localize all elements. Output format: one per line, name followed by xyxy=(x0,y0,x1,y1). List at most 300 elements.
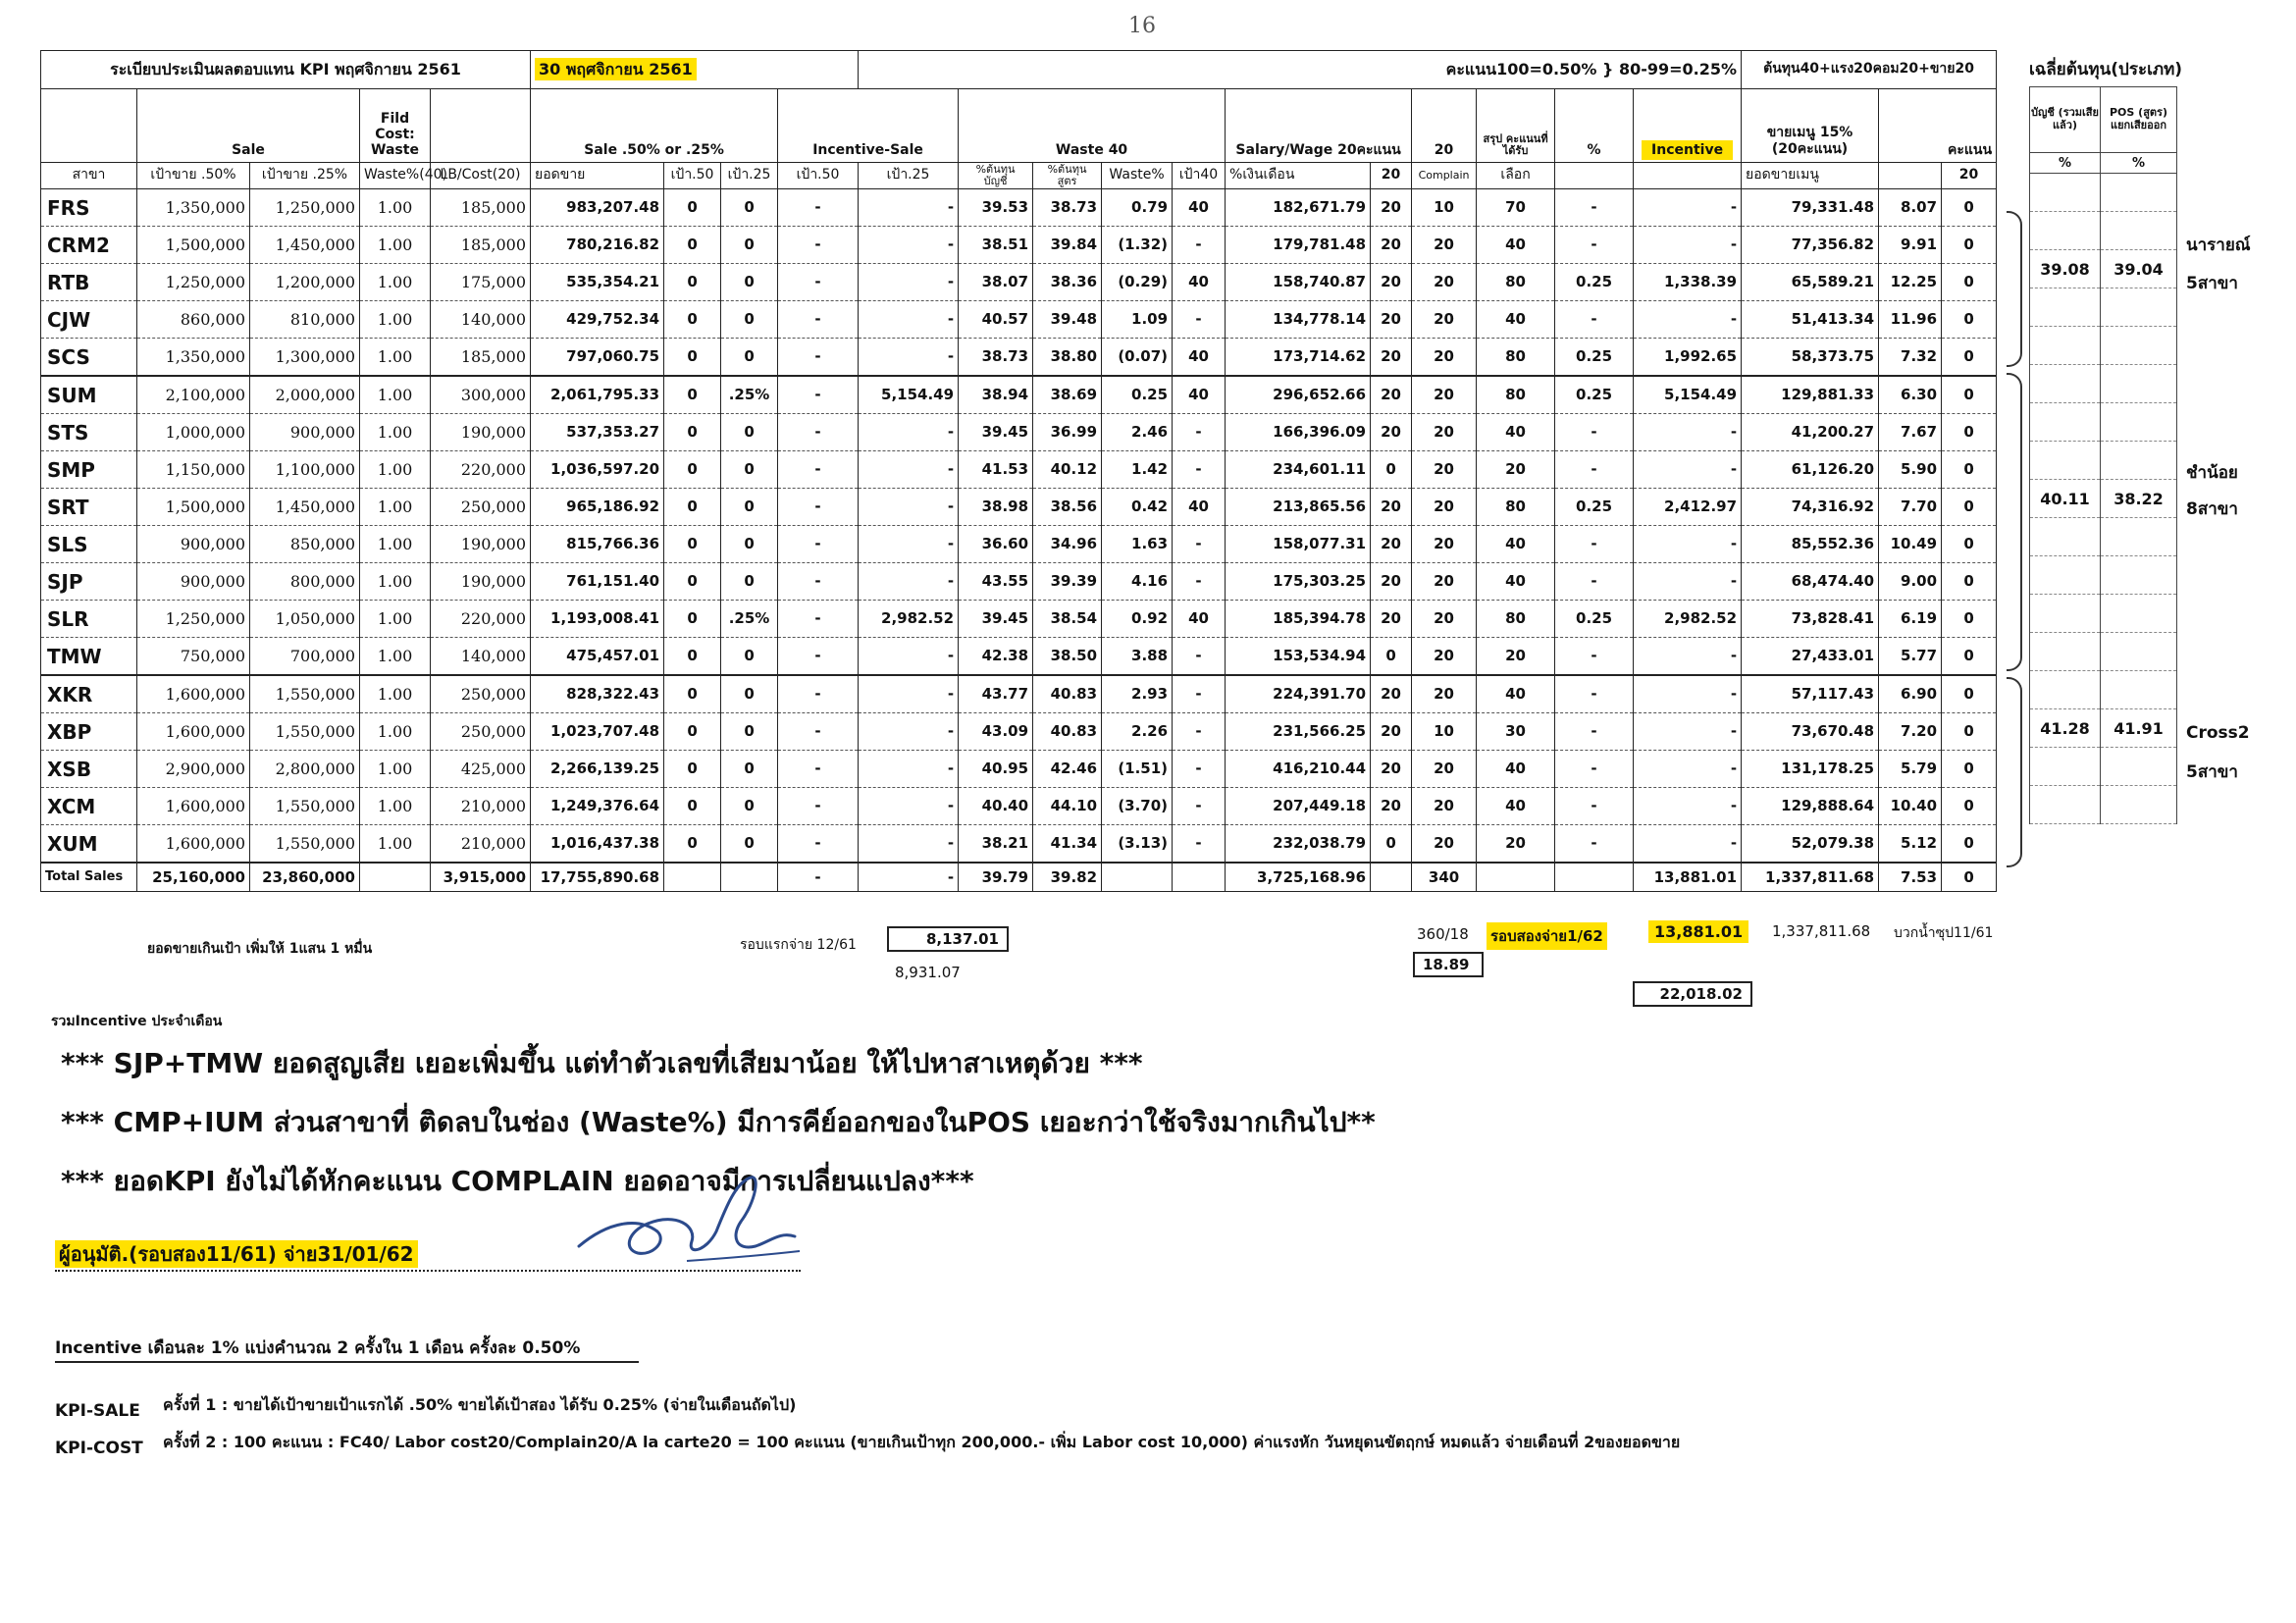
cell-b: STS xyxy=(41,414,137,451)
cell-lb: 140,000 xyxy=(431,301,531,339)
cell-mpct: 5.90 xyxy=(1879,451,1942,489)
cell-b: SJP xyxy=(41,563,137,601)
cell-menu: 52,079.38 xyxy=(1742,825,1879,864)
cell-pct: 0.25 xyxy=(1555,601,1634,638)
cell-i25: - xyxy=(859,264,959,301)
cell-t50: 1,250,000 xyxy=(137,601,250,638)
cell-b: XSB xyxy=(41,751,137,788)
cell-p25: 0 xyxy=(721,189,778,227)
cell-t50: 900,000 xyxy=(137,563,250,601)
cell-mpct: 9.00 xyxy=(1879,563,1942,601)
cell-t25: 1,550,000 xyxy=(250,713,360,751)
table-row xyxy=(41,751,1997,788)
cell-acc: 39.45 xyxy=(959,601,1033,638)
cell-pct: - xyxy=(1555,638,1634,676)
cell-p25: 0 xyxy=(721,788,778,825)
sub-waste-pct: Waste% xyxy=(1102,163,1173,189)
page-number: 16 xyxy=(1128,14,1156,38)
cell-lb: 250,000 xyxy=(431,489,531,526)
cell-s20: 20 xyxy=(1371,339,1412,377)
cell-b: SRT xyxy=(41,489,137,526)
cell-i25: - xyxy=(859,451,959,489)
cell-sales: 475,457.01 xyxy=(531,638,664,676)
cell-t50: 1,600,000 xyxy=(137,675,250,713)
cell-tot: 20 xyxy=(1477,825,1555,864)
cell-sales: 780,216.82 xyxy=(531,227,664,264)
cell-t25: 900,000 xyxy=(250,414,360,451)
cell-s20: 20 xyxy=(1371,526,1412,563)
cell-mpct: 7.20 xyxy=(1879,713,1942,751)
cell-acc: 40.57 xyxy=(959,301,1033,339)
cell-acc: 36.60 xyxy=(959,526,1033,563)
cell-b: FRS xyxy=(41,189,137,227)
sub-target-25: เป้าขาย .25% xyxy=(250,163,360,189)
cell-comp: 20 xyxy=(1412,489,1477,526)
side-pos-1: 38.22 xyxy=(2101,480,2177,518)
cell-w: 1.00 xyxy=(360,264,431,301)
cell-t25: 1,450,000 xyxy=(250,227,360,264)
total-i50: - xyxy=(778,863,859,892)
cell-t50: 1,600,000 xyxy=(137,713,250,751)
sub-target-50: เป้าขาย .50% xyxy=(137,163,250,189)
cell-w40: 40 xyxy=(1173,189,1226,227)
cell-comp: 20 xyxy=(1412,638,1477,676)
cell-wp: 1.09 xyxy=(1102,301,1173,339)
cell-mpct: 6.19 xyxy=(1879,601,1942,638)
cell-t25: 2,000,000 xyxy=(250,376,360,414)
cell-t25: 1,100,000 xyxy=(250,451,360,489)
cell-i50: - xyxy=(778,751,859,788)
cell-w: 1.00 xyxy=(360,638,431,676)
cell-s20: 20 xyxy=(1371,489,1412,526)
col-fild-cost: Fild Cost: Waste xyxy=(360,89,431,163)
cell-mpct: 7.67 xyxy=(1879,414,1942,451)
table-row xyxy=(41,825,1997,864)
cell-menu: 58,373.75 xyxy=(1742,339,1879,377)
sub-complain: Complain xyxy=(1412,163,1477,189)
cell-menu: 61,126.20 xyxy=(1742,451,1879,489)
col-sale: Sale xyxy=(137,89,360,163)
group-count-2: 8สาขา xyxy=(2186,499,2238,519)
sub-w40: เป้า40 xyxy=(1173,163,1226,189)
cell-lb: 250,000 xyxy=(431,675,531,713)
cell-p50: 0 xyxy=(664,675,721,713)
note-3: *** ยอดKPI ยังไม่ได้หักคะแนน COMPLAIN ยอดอาจมีการเปลี่ยนแปลง*** xyxy=(61,1165,974,1197)
cell-lb: 425,000 xyxy=(431,751,531,788)
table-row xyxy=(41,526,1997,563)
cell-p25: 0 xyxy=(721,301,778,339)
cell-acc: 38.94 xyxy=(959,376,1033,414)
cell-t50: 1,250,000 xyxy=(137,264,250,301)
group-count-3: 5สาขา xyxy=(2186,762,2238,782)
cell-i25: - xyxy=(859,339,959,377)
cell-form: 34.96 xyxy=(1033,526,1102,563)
cell-pct: - xyxy=(1555,675,1634,713)
cell-w40: - xyxy=(1173,713,1226,751)
cell-w: 1.00 xyxy=(360,376,431,414)
cell-t25: 700,000 xyxy=(250,638,360,676)
cell-form: 40.83 xyxy=(1033,713,1102,751)
col-salary: Salary/Wage 20คะแนน xyxy=(1226,89,1412,163)
cell-acc: 43.09 xyxy=(959,713,1033,751)
cell-acc: 42.38 xyxy=(959,638,1033,676)
group-name-2: ชำน้อย xyxy=(2186,463,2238,483)
note-2: *** CMP+IUM ส่วนสาขาที่ ติดลบในช่อง (Waste%) มีการคีย์ออกของในPOS เยอะกว่าใช้จริงมากเกินไป** xyxy=(61,1106,1376,1138)
cell-w40: - xyxy=(1173,301,1226,339)
cell-acc: 40.40 xyxy=(959,788,1033,825)
cell-form: 41.34 xyxy=(1033,825,1102,864)
cell-sal: 416,210.44 xyxy=(1226,751,1371,788)
cell-p50: 0 xyxy=(664,451,721,489)
cell-i50: - xyxy=(778,414,859,451)
cell-inc: - xyxy=(1634,825,1742,864)
kpi-cost-label: KPI-COST xyxy=(55,1439,143,1458)
cell-tot: 20 xyxy=(1477,451,1555,489)
cell-s20: 20 xyxy=(1371,227,1412,264)
cell-b: XKR xyxy=(41,675,137,713)
cell-menu: 27,433.01 xyxy=(1742,638,1879,676)
cell-w40: - xyxy=(1173,227,1226,264)
col-incentive-sale: Incentive-Sale xyxy=(778,89,959,163)
cell-tot: 80 xyxy=(1477,339,1555,377)
cell-i25: - xyxy=(859,227,959,264)
cell-acc: 41.53 xyxy=(959,451,1033,489)
cell-form: 39.48 xyxy=(1033,301,1102,339)
cell-sales: 1,016,437.38 xyxy=(531,825,664,864)
cell-w: 1.00 xyxy=(360,451,431,489)
cell-comp: 20 xyxy=(1412,227,1477,264)
cell-wp: (3.70) xyxy=(1102,788,1173,825)
cell-menu: 68,474.40 xyxy=(1742,563,1879,601)
cell-t25: 1,050,000 xyxy=(250,601,360,638)
cell-b: RTB xyxy=(41,264,137,301)
cell-s20: 20 xyxy=(1371,189,1412,227)
cell-lb: 220,000 xyxy=(431,451,531,489)
col-total-score: สรุป คะแนนที่ ได้รับ xyxy=(1477,89,1555,163)
col-20: 20 xyxy=(1412,89,1477,163)
total-i25: - xyxy=(859,863,959,892)
cell-msc: 0 xyxy=(1942,339,1997,377)
cell-i25: - xyxy=(859,489,959,526)
cell-tot: 40 xyxy=(1477,227,1555,264)
cell-i25: - xyxy=(859,713,959,751)
cell-sal: 213,865.56 xyxy=(1226,489,1371,526)
total-acc: 39.79 xyxy=(959,863,1033,892)
kpi-sale-label: KPI-SALE xyxy=(55,1401,140,1421)
cell-sales: 828,322.43 xyxy=(531,675,664,713)
cell-comp: 10 xyxy=(1412,713,1477,751)
cell-t25: 1,550,000 xyxy=(250,825,360,864)
sub-acc-cost: %ต้นทุน บัญชี xyxy=(959,163,1033,189)
cell-tot: 40 xyxy=(1477,751,1555,788)
cell-wp: (3.13) xyxy=(1102,825,1173,864)
cell-w40: 40 xyxy=(1173,601,1226,638)
cell-acc: 39.45 xyxy=(959,414,1033,451)
cell-lb: 250,000 xyxy=(431,713,531,751)
cell-form: 40.12 xyxy=(1033,451,1102,489)
cell-t25: 1,200,000 xyxy=(250,264,360,301)
cell-tot: 40 xyxy=(1477,563,1555,601)
cell-w: 1.00 xyxy=(360,339,431,377)
cell-b: SLR xyxy=(41,601,137,638)
cell-sal: 158,077.31 xyxy=(1226,526,1371,563)
cell-i25: 5,154.49 xyxy=(859,376,959,414)
cell-tot: 80 xyxy=(1477,489,1555,526)
cell-w: 1.00 xyxy=(360,489,431,526)
cell-sales: 429,752.34 xyxy=(531,301,664,339)
col-sale-pct: Sale .50% or .25% xyxy=(531,89,778,163)
cell-i50: - xyxy=(778,788,859,825)
cell-b: CRM2 xyxy=(41,227,137,264)
table-row xyxy=(41,601,1997,638)
cell-inc: - xyxy=(1634,638,1742,676)
cell-msc: 0 xyxy=(1942,751,1997,788)
kpi-sale-text: ครั้งที่ 1 : ขายได้เป้าขายเป้าแรกได้ .50% ขายได้เป้าสอง ได้รับ 0.25% (จ่ายในเดือนถัดไป) xyxy=(163,1395,797,1414)
cell-tot: 80 xyxy=(1477,264,1555,301)
cell-menu: 79,331.48 xyxy=(1742,189,1879,227)
cell-sal: 173,714.62 xyxy=(1226,339,1371,377)
cell-i25: - xyxy=(859,189,959,227)
cell-sal: 296,652.66 xyxy=(1226,376,1371,414)
cell-tot: 40 xyxy=(1477,675,1555,713)
over-target-note: ยอดขายเกินเป้า เพิ่มให้ 1แสน 1 หมื่น xyxy=(147,941,373,957)
cell-lb: 190,000 xyxy=(431,563,531,601)
cell-t50: 2,100,000 xyxy=(137,376,250,414)
cell-sal: 153,534.94 xyxy=(1226,638,1371,676)
cell-w: 1.00 xyxy=(360,189,431,227)
cell-w: 1.00 xyxy=(360,227,431,264)
cell-acc: 43.55 xyxy=(959,563,1033,601)
total-formula: 39.82 xyxy=(1033,863,1102,892)
menu-label: บวกน้ำซุป11/61 xyxy=(1894,925,1994,941)
cell-w40: - xyxy=(1173,825,1226,864)
cell-pct: 0.25 xyxy=(1555,264,1634,301)
cell-mpct: 9.91 xyxy=(1879,227,1942,264)
cell-p25: .25% xyxy=(721,601,778,638)
cell-acc: 39.53 xyxy=(959,189,1033,227)
cell-lb: 185,000 xyxy=(431,339,531,377)
cell-t50: 1,500,000 xyxy=(137,489,250,526)
cell-p50: 0 xyxy=(664,638,721,676)
table-row xyxy=(41,339,1997,377)
cell-menu: 57,117.43 xyxy=(1742,675,1879,713)
sub-i50: เป้า.50 xyxy=(778,163,859,189)
table-row xyxy=(41,264,1997,301)
table-row xyxy=(41,376,1997,414)
total-sales: 17,755,890.68 xyxy=(531,863,664,892)
cell-s20: 20 xyxy=(1371,713,1412,751)
group-brace-3 xyxy=(2007,677,2022,867)
cell-w40: - xyxy=(1173,675,1226,713)
cell-p50: 0 xyxy=(664,376,721,414)
cell-t25: 850,000 xyxy=(250,526,360,563)
cell-comp: 10 xyxy=(1412,189,1477,227)
cell-s20: 20 xyxy=(1371,675,1412,713)
first-round-value: 8,137.01 xyxy=(887,926,1009,952)
sub-branch: สาขา xyxy=(41,163,137,189)
cell-t25: 1,300,000 xyxy=(250,339,360,377)
menu-total: 1,337,811.68 xyxy=(1772,922,1871,940)
cell-w40: - xyxy=(1173,638,1226,676)
cell-s20: 0 xyxy=(1371,825,1412,864)
cell-i50: - xyxy=(778,227,859,264)
cell-pct: - xyxy=(1555,301,1634,339)
cell-mpct: 8.07 xyxy=(1879,189,1942,227)
cell-tot: 80 xyxy=(1477,601,1555,638)
col-pct: % xyxy=(1555,89,1634,163)
cell-mpct: 5.77 xyxy=(1879,638,1942,676)
cell-i25: - xyxy=(859,675,959,713)
cell-sal: 224,391.70 xyxy=(1226,675,1371,713)
total-lb: 3,915,000 xyxy=(431,863,531,892)
first-round-sub: 8,931.07 xyxy=(895,964,961,981)
cell-p50: 0 xyxy=(664,339,721,377)
cell-acc: 38.07 xyxy=(959,264,1033,301)
cell-i50: - xyxy=(778,563,859,601)
cell-form: 44.10 xyxy=(1033,788,1102,825)
cell-msc: 0 xyxy=(1942,189,1997,227)
cell-form: 38.80 xyxy=(1033,339,1102,377)
cell-p50: 0 xyxy=(664,825,721,864)
cell-msc: 0 xyxy=(1942,601,1997,638)
total-label: Total Sales xyxy=(41,863,137,892)
cell-form: 38.50 xyxy=(1033,638,1102,676)
cell-wp: 0.25 xyxy=(1102,376,1173,414)
cell-msc: 0 xyxy=(1942,264,1997,301)
table-row xyxy=(41,227,1997,264)
cell-i25: - xyxy=(859,638,959,676)
sub-m20: 20 xyxy=(1942,163,1997,189)
cell-i25: - xyxy=(859,825,959,864)
cell-acc: 38.21 xyxy=(959,825,1033,864)
cell-lb: 210,000 xyxy=(431,788,531,825)
group-brace-2 xyxy=(2007,373,2022,671)
group-name-1: นารายณ์ xyxy=(2186,236,2251,255)
cell-sal: 232,038.79 xyxy=(1226,825,1371,864)
cell-p50: 0 xyxy=(664,751,721,788)
cell-acc: 40.95 xyxy=(959,751,1033,788)
cell-inc: - xyxy=(1634,675,1742,713)
cell-comp: 20 xyxy=(1412,376,1477,414)
cell-comp: 20 xyxy=(1412,563,1477,601)
sub-choose: เลือก xyxy=(1477,163,1555,189)
cell-mpct: 7.32 xyxy=(1879,339,1942,377)
cell-p25: 0 xyxy=(721,751,778,788)
cell-w: 1.00 xyxy=(360,563,431,601)
cell-sal: 234,601.11 xyxy=(1226,451,1371,489)
cell-i25: 2,982.52 xyxy=(859,601,959,638)
cell-inc: 2,412.97 xyxy=(1634,489,1742,526)
cell-t50: 750,000 xyxy=(137,638,250,676)
cell-t25: 1,450,000 xyxy=(250,489,360,526)
cell-w40: 40 xyxy=(1173,264,1226,301)
cell-acc: 38.51 xyxy=(959,227,1033,264)
cell-i50: - xyxy=(778,638,859,676)
cell-w40: - xyxy=(1173,788,1226,825)
cell-t50: 1,350,000 xyxy=(137,339,250,377)
group-name-3: Cross2 xyxy=(2186,723,2250,743)
cell-sal: 207,449.18 xyxy=(1226,788,1371,825)
cell-pct: - xyxy=(1555,751,1634,788)
cell-form: 38.56 xyxy=(1033,489,1102,526)
cell-w: 1.00 xyxy=(360,788,431,825)
cell-s20: 20 xyxy=(1371,601,1412,638)
cell-p50: 0 xyxy=(664,414,721,451)
cell-t50: 1,600,000 xyxy=(137,788,250,825)
cell-t50: 2,900,000 xyxy=(137,751,250,788)
cell-p50: 0 xyxy=(664,601,721,638)
cell-form: 36.99 xyxy=(1033,414,1102,451)
sub-lb-cost: LB/Cost(20) xyxy=(431,163,531,189)
cell-pct: - xyxy=(1555,227,1634,264)
cell-msc: 0 xyxy=(1942,526,1997,563)
signature-graphic xyxy=(569,1163,805,1290)
cell-sales: 1,023,707.48 xyxy=(531,713,664,751)
cell-inc: - xyxy=(1634,788,1742,825)
cell-mpct: 12.25 xyxy=(1879,264,1942,301)
total-menu-score: 0 xyxy=(1942,863,1997,892)
cell-i50: - xyxy=(778,675,859,713)
cell-lb: 210,000 xyxy=(431,825,531,864)
total-menu-pct: 7.53 xyxy=(1879,863,1942,892)
cell-acc: 38.98 xyxy=(959,489,1033,526)
cell-pct: - xyxy=(1555,451,1634,489)
ratio-value: 18.89 xyxy=(1413,952,1484,977)
cell-p25: 0 xyxy=(721,825,778,864)
cell-menu: 73,828.41 xyxy=(1742,601,1879,638)
cell-inc: - xyxy=(1634,227,1742,264)
table-row xyxy=(41,189,1997,227)
cell-pct: 0.25 xyxy=(1555,489,1634,526)
side-pct-2: % xyxy=(2101,153,2177,174)
cell-inc: - xyxy=(1634,301,1742,339)
cell-sal: 134,778.14 xyxy=(1226,301,1371,339)
cell-sal: 175,303.25 xyxy=(1226,563,1371,601)
cell-b: XBP xyxy=(41,713,137,751)
cell-wp: (0.29) xyxy=(1102,264,1173,301)
cell-wp: (0.07) xyxy=(1102,339,1173,377)
cell-sal: 182,671.79 xyxy=(1226,189,1371,227)
cell-lb: 190,000 xyxy=(431,526,531,563)
side-acc-0: 39.08 xyxy=(2030,250,2101,288)
cell-t50: 1,000,000 xyxy=(137,414,250,451)
cell-p25: 0 xyxy=(721,489,778,526)
cell-w: 1.00 xyxy=(360,751,431,788)
cell-lb: 185,000 xyxy=(431,227,531,264)
cell-t50: 1,350,000 xyxy=(137,189,250,227)
cell-comp: 20 xyxy=(1412,526,1477,563)
cell-inc: - xyxy=(1634,713,1742,751)
total-target-50: 25,160,000 xyxy=(137,863,250,892)
cell-tot: 40 xyxy=(1477,414,1555,451)
cell-i50: - xyxy=(778,489,859,526)
cell-tot: 30 xyxy=(1477,713,1555,751)
cell-p25: .25% xyxy=(721,376,778,414)
cell-wp: 0.42 xyxy=(1102,489,1173,526)
cell-s20: 20 xyxy=(1371,414,1412,451)
doc-date: 30 พฤศจิกายน 2561 xyxy=(535,58,697,80)
cell-t50: 860,000 xyxy=(137,301,250,339)
cell-comp: 20 xyxy=(1412,675,1477,713)
cell-p50: 0 xyxy=(664,563,721,601)
sub-waste: Waste%(40) xyxy=(360,163,431,189)
side-table xyxy=(2029,86,2177,824)
cell-sales: 815,766.36 xyxy=(531,526,664,563)
cell-s20: 20 xyxy=(1371,788,1412,825)
table-row xyxy=(41,675,1997,713)
cell-inc: - xyxy=(1634,526,1742,563)
table-row xyxy=(41,713,1997,751)
